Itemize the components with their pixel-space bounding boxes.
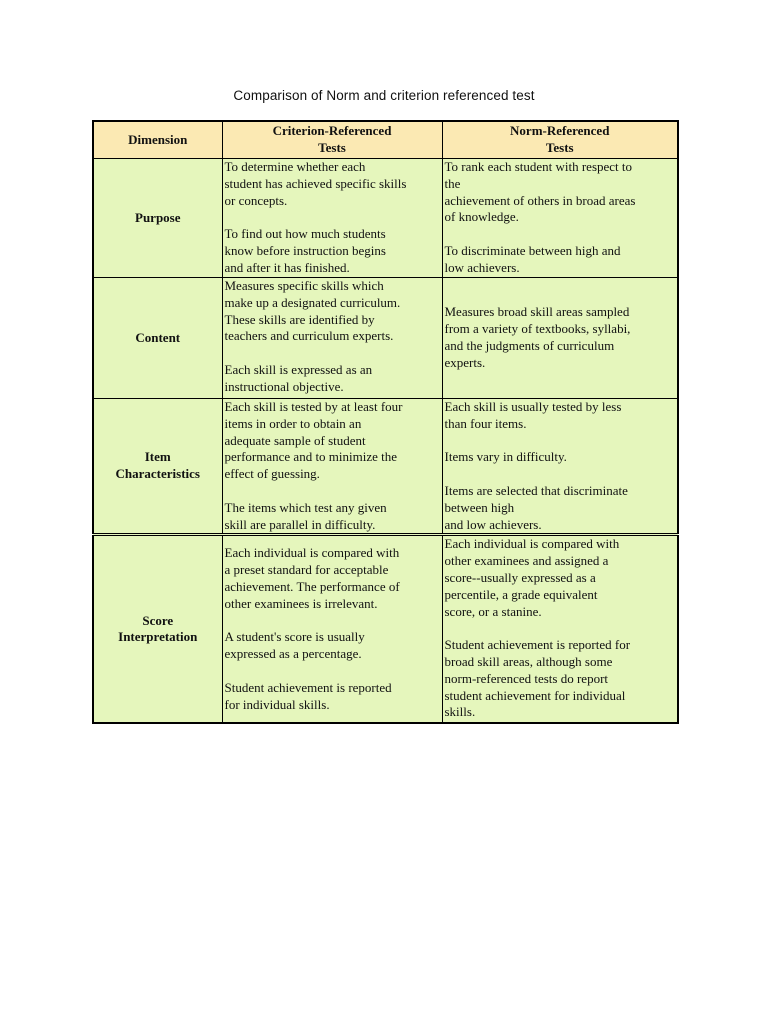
cell-paragraph: To rank each student with respect to the achievement of others in broad areas of knowledge. bbox=[444, 159, 636, 225]
header-criterion-referenced: Criterion-Referenced Tests bbox=[222, 121, 442, 159]
cell-paragraph: Measures broad skill areas sampled from a variety of textbooks, syllabi, and the judgments of curriculum experts. bbox=[444, 304, 631, 370]
cell-paragraph: Measures specific skills which make up a designated curriculum. These skills are identified by teachers and curriculum experts. bbox=[224, 278, 401, 344]
cell-paragraph: Items vary in difficulty. bbox=[444, 449, 567, 465]
criterion-cell bbox=[222, 159, 442, 278]
comparison-table bbox=[92, 120, 679, 724]
cell-paragraph: The items which test any given skill are parallel in difficulty. bbox=[224, 499, 387, 532]
norm-cell bbox=[442, 535, 678, 724]
cell-paragraph: To find out how much students know before instruction begins and after it has finished. bbox=[224, 226, 386, 275]
dimension-cell: Content bbox=[93, 278, 222, 399]
criterion-cell bbox=[222, 278, 442, 399]
cell-paragraph: Each skill is usually tested by less than four items. bbox=[444, 399, 622, 431]
norm-cell bbox=[442, 399, 678, 535]
header-norm-referenced: Norm-Referenced Tests bbox=[442, 121, 678, 159]
cell-paragraph: To discriminate between high and low achievers. bbox=[444, 242, 621, 275]
document-title: Comparison of Norm and criterion referenced test bbox=[233, 88, 535, 103]
criterion-cell bbox=[222, 535, 442, 724]
cell-paragraph: Each skill is expressed as an instructional objective. bbox=[224, 361, 373, 394]
dimension-cell: Purpose bbox=[93, 159, 222, 278]
cell-paragraph: A student's score is usually expressed as a percentage. bbox=[224, 629, 365, 662]
row-score-interpretation bbox=[93, 535, 678, 724]
header-dimension: Dimension bbox=[93, 121, 222, 159]
header-row bbox=[93, 121, 678, 159]
cell-paragraph: Each individual is compared with other examinees and assigned a score--usually expressed as a percentile, a grade equivalent score, or a stanine. bbox=[444, 536, 620, 619]
row-item-characteristics bbox=[93, 399, 678, 535]
cell-paragraph: Student achievement is reported for individual skills. bbox=[224, 679, 392, 712]
dimension-cell: Item Characteristics bbox=[93, 399, 222, 535]
row-purpose bbox=[93, 159, 678, 278]
cell-paragraph: Each individual is compared with a preset standard for acceptable achievement. The performance of other examinees is irrelevant. bbox=[224, 545, 400, 611]
cell-paragraph: Items are selected that discriminate between high and low achievers. bbox=[444, 482, 628, 532]
dimension-cell: Score Interpretation bbox=[93, 535, 222, 724]
cell-paragraph: To determine whether each student has achieved specific skills or concepts. bbox=[224, 159, 407, 208]
norm-cell bbox=[442, 159, 678, 278]
row-content bbox=[93, 278, 678, 399]
norm-cell bbox=[442, 278, 678, 399]
criterion-cell bbox=[222, 399, 442, 535]
cell-paragraph: Each skill is tested by at least four items in order to obtain an adequate sample of student performance and to minimize the effect of guessing. bbox=[224, 399, 403, 482]
cell-paragraph: Student achievement is reported for broad skill areas, although some norm-referenced tests do report student achievement for individual skills. bbox=[444, 637, 631, 720]
